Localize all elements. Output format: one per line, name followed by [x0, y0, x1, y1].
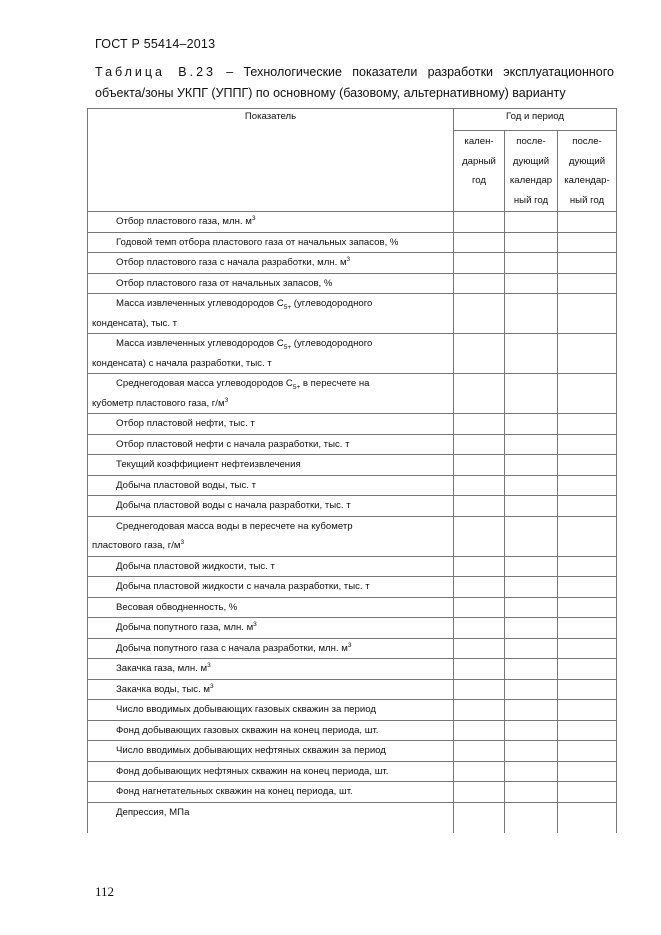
indicator-cell: [88, 556, 454, 577]
table-row: [88, 659, 617, 680]
value-cell: [454, 516, 505, 556]
indicator-label: Добыча пластовой жидкости с начала разработки, тыс. т: [116, 581, 370, 592]
indicator-cell: [88, 232, 454, 253]
indicator-cell: [88, 618, 454, 639]
table-row: [88, 294, 617, 334]
indicator-cell: [88, 273, 454, 294]
indicator-cell: [88, 434, 454, 455]
value-cell: [558, 618, 617, 639]
table-caption: [95, 62, 614, 104]
superscript: 3: [180, 538, 185, 546]
value-cell: [558, 253, 617, 274]
table-row: [88, 273, 617, 294]
table-row: [88, 802, 617, 833]
subscript: 5+: [292, 383, 301, 391]
value-cell: [505, 232, 558, 253]
table-row: [88, 597, 617, 618]
value-cell: [454, 618, 505, 639]
value-cell: [505, 741, 558, 762]
indicator-cell: [88, 374, 454, 414]
indicator-label: Добыча попутного газа с начала разработки, млн. м: [116, 642, 348, 654]
column-header-indicator: Показатель: [88, 109, 454, 212]
indicator-text: [92, 278, 332, 289]
table-row: [88, 741, 617, 762]
indicator-cell: [88, 334, 454, 374]
indicator-label: Добыча пластовой воды с начала разработки, тыс. т: [116, 500, 351, 511]
column-header-line: после-: [572, 136, 602, 147]
table-row: [88, 434, 617, 455]
value-cell: [505, 496, 558, 517]
value-cell: [505, 659, 558, 680]
caption-title-start: – Технологические показатели разработки эксплуатационного: [226, 65, 614, 79]
value-cell: [558, 700, 617, 721]
value-cell: [505, 700, 558, 721]
value-cell: [558, 659, 617, 680]
table-row: [88, 212, 617, 233]
indicator-text: [92, 521, 353, 532]
superscript: 3: [207, 661, 211, 669]
indicator-label-continued: конденсата), тыс. т: [92, 317, 178, 329]
value-cell: [454, 659, 505, 680]
indicator-cell: [88, 761, 454, 782]
indicator-text: [92, 786, 353, 797]
value-cell: [454, 475, 505, 496]
caption-line-1: [95, 62, 614, 83]
table-row: [88, 556, 617, 577]
table-row: [88, 761, 617, 782]
value-cell: [558, 434, 617, 455]
value-cell: [505, 638, 558, 659]
value-cell: [454, 720, 505, 741]
value-cell: [505, 374, 558, 414]
indicator-text: [92, 643, 351, 654]
caption-label: Таблица В.23: [95, 65, 216, 79]
indicator-text: [92, 725, 378, 736]
value-cell: [558, 741, 617, 762]
value-cell: [558, 475, 617, 496]
indicator-label: Весовая обводненность, %: [116, 601, 238, 613]
value-cell: [454, 556, 505, 577]
value-cell: [454, 414, 505, 435]
column-header-line: дарный: [462, 155, 496, 167]
value-cell: [454, 212, 505, 233]
value-cell: [558, 638, 617, 659]
indicator-label: Депрессия, МПа: [116, 806, 190, 818]
indicator-cell: [88, 475, 454, 496]
value-cell: [558, 374, 617, 414]
value-cell: [454, 455, 505, 476]
value-cell: [505, 273, 558, 294]
indicator-text: [92, 257, 350, 268]
column-header-line: календар-: [564, 175, 610, 186]
indicator-label: Число вводимых добывающих газовых скважин за период: [116, 704, 376, 715]
table-row: [88, 618, 617, 639]
column-header-line: после-: [516, 136, 546, 147]
indicator-cell: [88, 294, 454, 334]
value-cell: [505, 802, 558, 833]
superscript: 3: [251, 214, 256, 222]
value-cell: [505, 475, 558, 496]
value-cell: [454, 374, 505, 414]
column-header-calendar-year: [454, 131, 505, 212]
value-cell: [558, 720, 617, 741]
value-cell: [558, 334, 617, 374]
indicator-label: Отбор пластовой нефти с начала разработки, тыс. т: [116, 438, 350, 450]
value-cell: [505, 761, 558, 782]
indicator-text: [92, 237, 398, 248]
value-cell: [505, 679, 558, 700]
superscript: 3: [347, 641, 352, 649]
indicator-label: Добыча пластовой воды, тыс. т: [116, 479, 256, 491]
value-cell: [558, 414, 617, 435]
value-cell: [454, 232, 505, 253]
value-cell: [454, 434, 505, 455]
superscript: 3: [346, 255, 351, 263]
column-header-next-calendar-year: [505, 131, 558, 212]
indicator-cell: [88, 212, 454, 233]
indicator-label-continued: кубометр пластового газа, г/м: [92, 397, 225, 409]
value-cell: [505, 618, 558, 639]
indicator-label: Добыча попутного газа, млн. м: [116, 622, 254, 633]
indicator-text: [92, 704, 376, 715]
superscript: 3: [253, 620, 257, 628]
value-cell: [558, 212, 617, 233]
indicator-text: [92, 807, 189, 818]
value-cell: [558, 782, 617, 803]
column-header-line: ный год: [513, 194, 549, 206]
indicator-label: Масса извлеченных углеводородов С: [116, 338, 284, 349]
table-row: [88, 334, 617, 374]
superscript: 3: [210, 682, 214, 690]
column-header-line: дующий: [568, 155, 606, 167]
indicator-label: Отбор пластового газа с начала разработки, млн. м: [116, 257, 347, 268]
indicator-text: [92, 216, 255, 227]
value-cell: [505, 434, 558, 455]
indicator-text: [92, 684, 214, 695]
indicator-label: Среднегодовая масса воды в пересчете на кубометр: [116, 520, 353, 532]
value-cell: [505, 577, 558, 598]
superscript: 3: [224, 396, 229, 404]
value-cell: [454, 741, 505, 762]
page-number: 112: [95, 884, 115, 899]
indicator-label: Текущий коэффициент нефтеизвлечения: [116, 459, 301, 470]
indicator-cell: [88, 496, 454, 517]
indicator-text: [92, 439, 349, 450]
indicator-label: Закачка воды, тыс. м: [116, 683, 211, 695]
column-header-year-period: Год и период: [454, 109, 617, 131]
value-cell: [454, 253, 505, 274]
table-row: [88, 720, 617, 741]
indicator-text: [92, 766, 388, 777]
indicator-text: [92, 602, 237, 613]
value-cell: [558, 679, 617, 700]
indicator-text: [92, 378, 370, 389]
column-header-line: календар: [509, 175, 553, 186]
value-cell: [454, 782, 505, 803]
indicator-text: [92, 663, 211, 674]
indicator-text: [92, 338, 372, 349]
value-cell: [505, 516, 558, 556]
indicator-label-continued: пластового газа, г/м: [92, 540, 181, 551]
value-cell: [454, 496, 505, 517]
indicator-cell: [88, 455, 454, 476]
value-cell: [454, 294, 505, 334]
indicator-cell: [88, 782, 454, 803]
table-row: [88, 577, 617, 598]
indicator-label: Годовой темп отбора пластового газа от начальных запасов, %: [116, 236, 399, 248]
value-cell: [505, 414, 558, 435]
indicator-text: [92, 581, 370, 592]
caption-line-2: объекта/зоны УКПГ (УППГ) по основному (базовому, альтернативному) варианту: [95, 86, 566, 100]
column-header-following-calendar-year: [558, 131, 617, 212]
indicator-label-tail: (углеводородного: [291, 338, 373, 349]
indicator-label: Отбор пластового газа от начальных запасов, %: [116, 277, 333, 289]
table-row: [88, 638, 617, 659]
subscript: 5+: [283, 343, 292, 351]
value-cell: [558, 294, 617, 334]
indicator-text: [92, 622, 257, 633]
indicator-cell: [88, 659, 454, 680]
indicator-label: Отбор пластовой нефти, тыс. т: [116, 418, 255, 429]
value-cell: [505, 720, 558, 741]
value-cell: [454, 700, 505, 721]
table-row: [88, 374, 617, 414]
value-cell: [454, 638, 505, 659]
indicator-label: Отбор пластового газа, млн. м: [116, 216, 252, 227]
value-cell: [505, 334, 558, 374]
value-cell: [454, 761, 505, 782]
table-row: [88, 455, 617, 476]
table-row: [88, 700, 617, 721]
indicator-label-continued: конденсата) с начала разработки, тыс. т: [92, 357, 272, 369]
indicator-cell: [88, 597, 454, 618]
indicator-cell: [88, 414, 454, 435]
indicator-cell: [88, 720, 454, 741]
value-cell: [505, 253, 558, 274]
table-row: [88, 782, 617, 803]
value-cell: [505, 212, 558, 233]
value-cell: [558, 273, 617, 294]
table-row: [88, 253, 617, 274]
indicator-cell: [88, 638, 454, 659]
indicator-text: [92, 459, 301, 470]
value-cell: [558, 455, 617, 476]
column-header-line: год: [471, 175, 486, 186]
subscript: 5+: [283, 303, 292, 311]
indicator-text: [92, 500, 351, 511]
value-cell: [558, 761, 617, 782]
column-header-line: кален-: [464, 136, 494, 147]
indicator-label: Масса извлеченных углеводородов С: [116, 298, 284, 309]
value-cell: [505, 455, 558, 476]
indicator-label: Добыча пластовой жидкости, тыс. т: [116, 560, 275, 572]
indicator-cell: [88, 577, 454, 598]
value-cell: [454, 334, 505, 374]
indicators-table: [87, 108, 617, 833]
indicator-label: Среднегодовая масса углеводородов С: [116, 378, 293, 389]
indicator-text: [92, 480, 256, 491]
value-cell: [454, 802, 505, 833]
value-cell: [558, 556, 617, 577]
table-row: [88, 516, 617, 556]
indicator-label-tail: (углеводородного: [291, 298, 373, 309]
indicator-cell: [88, 700, 454, 721]
column-header-line: дующий: [512, 155, 550, 167]
indicator-text: [92, 745, 386, 756]
value-cell: [505, 597, 558, 618]
table-row: [88, 232, 617, 253]
table-row: [88, 679, 617, 700]
indicator-text: [92, 561, 275, 572]
indicator-label: Фонд добывающих нефтяных скважин на конец периода, шт.: [116, 765, 389, 777]
value-cell: [505, 782, 558, 803]
indicator-text: [92, 298, 372, 309]
value-cell: [454, 577, 505, 598]
indicator-label: Фонд добывающих газовых скважин на конец периода, шт.: [116, 724, 379, 736]
indicator-cell: [88, 802, 454, 833]
indicator-label: Число вводимых добывающих нефтяных скважин за период: [116, 745, 386, 756]
indicator-text: [92, 418, 255, 429]
table-row: [88, 414, 617, 435]
indicator-cell: [88, 741, 454, 762]
value-cell: [558, 232, 617, 253]
indicator-label-tail: в пересчете на: [300, 378, 370, 389]
table-row: [88, 496, 617, 517]
value-cell: [505, 556, 558, 577]
indicator-cell: [88, 516, 454, 556]
standard-code: ГОСТ Р 55414–2013: [95, 37, 216, 51]
indicator-cell: [88, 253, 454, 274]
column-header-line: ный год: [569, 194, 605, 206]
indicator-cell: [88, 679, 454, 700]
table-row: [88, 475, 617, 496]
table-body: [88, 212, 617, 833]
value-cell: [454, 679, 505, 700]
value-cell: [454, 597, 505, 618]
value-cell: [558, 496, 617, 517]
indicator-label: Фонд нагнетательных скважин на конец периода, шт.: [116, 786, 353, 797]
value-cell: [558, 516, 617, 556]
value-cell: [454, 273, 505, 294]
value-cell: [505, 294, 558, 334]
indicator-label: Закачка газа, млн. м: [116, 663, 208, 674]
value-cell: [558, 597, 617, 618]
value-cell: [558, 802, 617, 833]
value-cell: [558, 577, 617, 598]
